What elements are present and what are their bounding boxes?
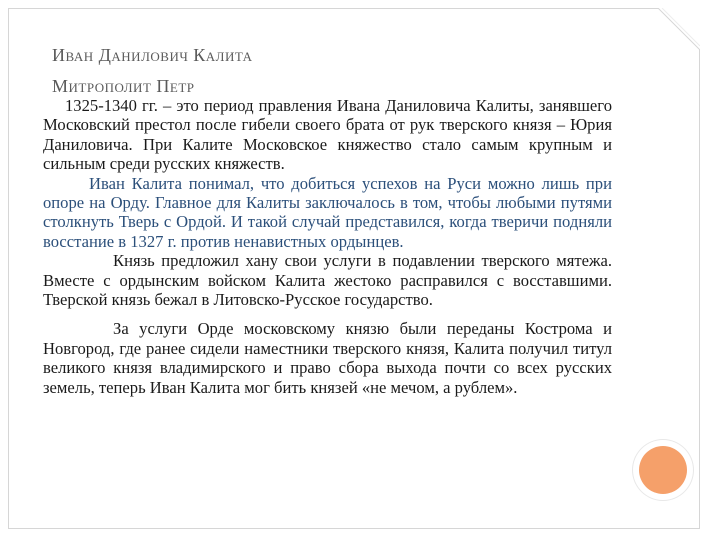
slide-body xyxy=(43,96,612,397)
slide-title xyxy=(52,40,612,102)
title-line-2: Митрополит Петр xyxy=(52,76,195,96)
paragraph-1: 1325-1340 гг. – это период правления Ивана Даниловича Калиты, занявшего Московский престол после гибели своего брата от рук тверского князя – Юрия Даниловича. При Калите Московское княжество стало самым крупным и сильным среди русских княжеств. xyxy=(43,96,612,174)
title-line-1: Иван Данилович Калита xyxy=(52,45,253,65)
paragraph-4: За услуги Орде московскому князю были переданы Кострома и Новгород, где ранее сидели наместники тверского князя, Калита получил титул великого князя владимирского и право сбора выхода почти со всех русских земель, теперь Иван Калита мог бить князей «не мечом, а рублем». xyxy=(43,319,612,397)
decorative-circle xyxy=(639,446,687,494)
paragraph-3: Князь предложил хану свои услуги в подавлении тверского мятежа. Вместе с ордынским войском Калита жестоко расправился с восставшими. Тверской князь бежал в Литовско-Русское государство. xyxy=(43,251,612,310)
paragraph-2: Иван Калита понимал, что добиться успехов на Руси можно лишь при опоре на Орду. Главное для Калиты заключалось в том, чтобы любыми путями столкнуть Тверь с Ордой. И такой случай представился, когда тверичи подняли восстание в 1327 г. против ненавистных ордынцев. xyxy=(43,173,612,251)
page-fold-icon xyxy=(658,8,700,50)
